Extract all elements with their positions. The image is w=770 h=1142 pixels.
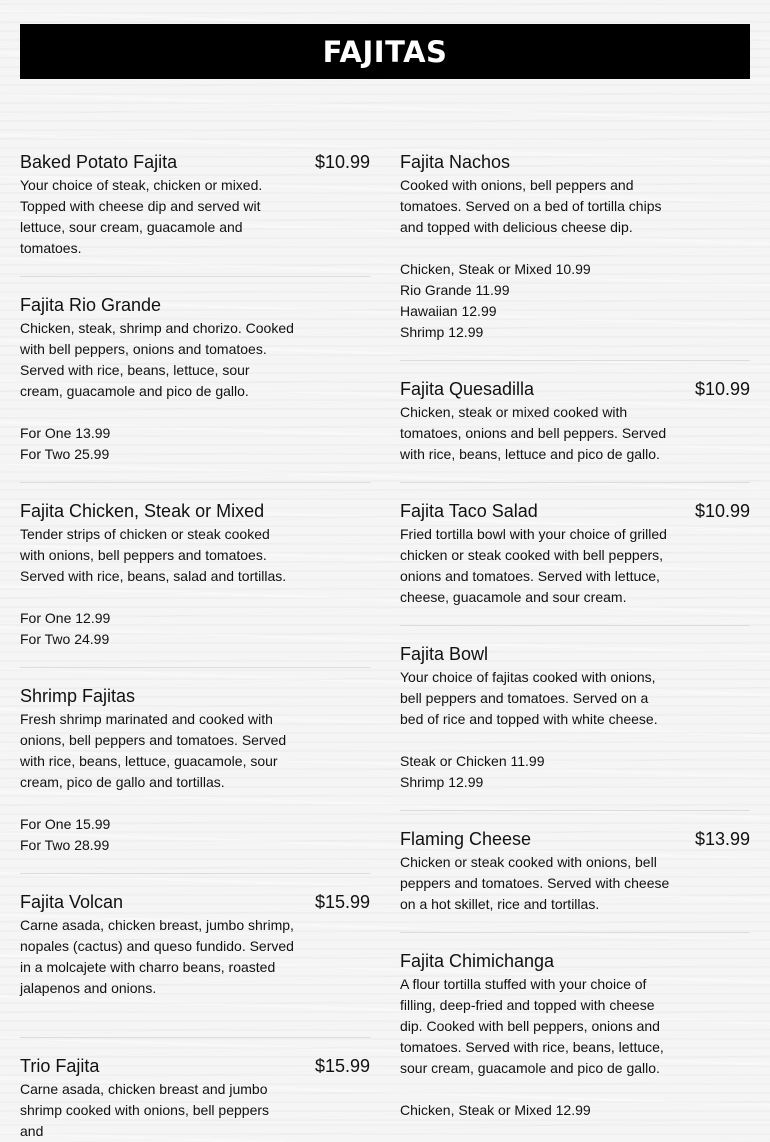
item-name: Fajita Chicken, Steak or Mixed [20,501,265,521]
section-header [20,24,750,79]
item-options [400,259,750,343]
item-option: Hawaiian 12.99 [400,303,497,319]
item-option: For One 12.99 [20,610,111,626]
item-description: Your choice of steak, chicken or mixed. Topped with cheese dip and served wit lettuce, sour cream, guacamole and tomatoes. [20,177,263,256]
item-option: Rio Grande 11.99 [400,282,510,298]
item-options [20,608,370,650]
item-price: $10.99 [694,501,750,521]
item-name: Trio Fajita [20,1056,100,1076]
item-option: Chicken, Steak or Mixed 12.99 [400,1102,591,1118]
item-option: For One 13.99 [20,425,111,441]
item-options [400,1100,750,1121]
item-option: Shrimp 12.99 [400,774,484,790]
item-name: Fajita Nachos [400,152,511,172]
item-description: Fresh shrimp marinated and cooked with onions, bell peppers and tomatoes. Served with rice, beans, lettuce, guacamole, sour cream, pico de gallo and tortillas. [20,711,287,790]
item-name: Fajita Taco Salad [400,501,538,521]
item-name: Fajita Rio Grande [20,295,162,315]
item-option: For Two 28.99 [20,837,110,853]
menu-item-baked-potato-fajita [20,151,370,259]
item-price: $13.99 [694,829,750,849]
menu-column-left [20,151,370,1142]
item-name: Fajita Bowl [400,644,489,664]
item-description: Carne asada, chicken breast and jumbo shrimp cooked with onions, bell peppers and [20,1081,270,1139]
item-price: $10.99 [694,379,750,399]
item-description: Tender strips of chicken or steak cooked with onions, bell peppers and tomatoes. Served with rice, beans, salad and tortillas. [20,526,287,584]
item-option: Chicken, Steak or Mixed 10.99 [400,261,591,277]
item-name: Fajita Volcan [20,892,124,912]
item-description: A flour tortilla stuffed with your choice of filling, deep-fried and topped with cheese dip. Cooked with bell peppers, onions and tomatoes. Served with rice, beans, lettuce, sour cream, guacamole and pico de gallo. [400,976,664,1076]
item-option: For Two 24.99 [20,631,110,647]
item-name: Fajita Quesadilla [400,379,535,399]
menu-item-fajita-chimichanga [400,950,750,1121]
item-price: $10.99 [314,152,370,172]
menu-item-fajita-volcan [20,891,370,999]
menu-item-fajita-bowl [400,643,750,793]
item-option: Shrimp 12.99 [400,324,484,340]
item-name: Flaming Cheese [400,829,532,849]
item-price: $15.99 [314,892,370,912]
item-option: Steak or Chicken 11.99 [400,753,545,769]
item-description: Carne asada, chicken breast, jumbo shrimp, nopales (cactus) and queso fundido. Served in a molcajete with charro beans, roasted jalapenos and onions. [20,917,294,996]
menu-item-fajita-nachos [400,151,750,343]
item-description: Chicken, steak, shrimp and chorizo. Cooked with bell peppers, onions and tomatoes. Served with rice, beans, lettuce, sour cream, guacamole and pico de gallo. [20,320,294,399]
menu-item-trio-fajita [20,1055,370,1142]
item-price: $15.99 [314,1056,370,1076]
menu-column-right [400,151,750,1121]
item-options [20,814,370,856]
menu-item-fajita-chicken-steak-mixed [20,500,370,650]
section-title: FAJITAS [322,34,448,69]
menu-item-fajita-quesadilla [400,378,750,465]
item-description: Cooked with onions, bell peppers and tomatoes. Served on a bed of tortilla chips and topped with delicious cheese dip. [400,177,662,235]
item-option: For One 15.99 [20,816,111,832]
item-name: Shrimp Fajitas [20,686,136,706]
item-option: For Two 25.99 [20,446,110,462]
item-description: Fried tortilla bowl with your choice of grilled chicken or steak cooked with bell peppers, onions and tomatoes. Served with lettuce, cheese, guacamole and sour cream. [400,526,667,605]
item-description: Chicken, steak or mixed cooked with tomatoes, onions and bell peppers. Served with rice, beans, lettuce and pico de gallo. [400,404,667,462]
item-name: Fajita Chimichanga [400,951,555,971]
item-options [20,423,370,465]
item-options [400,751,750,793]
item-description: Chicken or steak cooked with onions, bell peppers and tomatoes. Served with cheese on a hot skillet, rice and tortillas. [400,854,670,912]
menu-item-fajita-rio-grande [20,294,370,465]
item-name: Baked Potato Fajita [20,152,178,172]
menu-item-flaming-cheese [400,828,750,915]
menu-item-shrimp-fajitas [20,685,370,856]
item-description: Your choice of fajitas cooked with onions, bell peppers and tomatoes. Served on a bed of rice and topped with white cheese. [400,669,658,727]
menu-item-fajita-taco-salad [400,500,750,608]
